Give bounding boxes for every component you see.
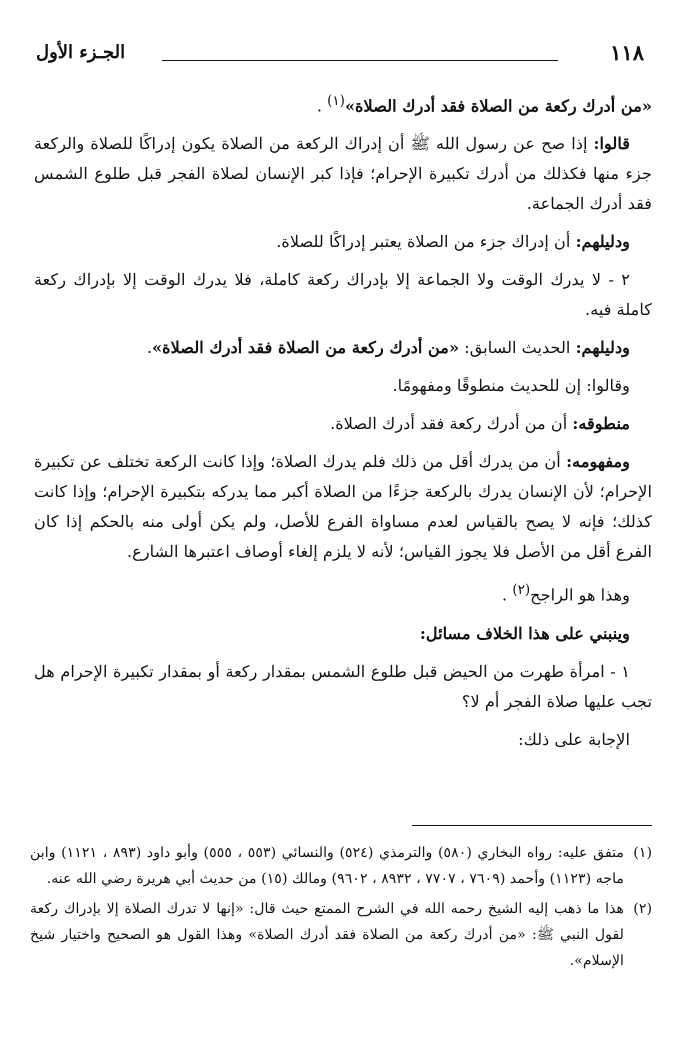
footnote-ref-1: (١) [327,93,345,109]
page-number: ١١٨ [610,40,644,65]
paragraph-answer-intro: الإجابة على ذلك: [518,729,630,749]
footnote [30,840,652,892]
lead-word: منطوقه: [572,414,630,434]
paragraph-qalu [34,129,652,219]
footnotes [30,840,652,974]
paragraph-text: إذا صح عن رسول الله ﷺ أن إدراك الركعة من الصلاة يكون إدراكًا للصلاة والركعة جزء منها فكذلك من أدرك تكبيرة الإحرام؛ فإذا كبر الإنسان لصلاة الفجر قبل طلوع الشمس فقد أدرك الجماعة. [34,134,652,214]
page-header [30,40,650,70]
paragraph-text: أن من يدرك أقل من ذلك فلم يدرك الصلاة؛ وإذا كانت الركعة تختلف عن تكبيرة الإحرام؛ لأن الإنسان يدرك بالركعة جزءًا من الصلاة أكبر مما يدركه بتكبيرة الإحرام؛ وإذا كانت كذلك؛ فإنه لا يصح بالقياس لعدم مساواة الفرع للأصل، ولم يكن أولى منه بالحكم إذا كان الفرع أقل من الأصل فلا يجوز القياس؛ لأنه لا يلزم إلغاء أوصاف اعتبرها الشارع. [34,452,652,562]
footnote-text: هذا ما ذهب إليه الشيخ رحمه الله في الشرح الممتع حيث قال: «إنها لا تدرك الصلاة إلا بإدراك ركعة لقول النبي ﷺ: «من أدرك ركعة من الصلاة فقد أدرك الصلاة» وهذا القول هو الصحيح واختيار شيخ الإسلام». [30,901,624,969]
paragraph-mantuq [34,409,652,439]
lead-word: قالوا: [593,134,630,154]
paragraph-text: الحديث السابق: [459,338,576,358]
running-title: الجـزء الأول [36,42,126,63]
hadith-quote: «من أدرك ركعة من الصلاة فقد أدرك الصلاة» [152,338,460,358]
paragraph-mantuq-mafhum: وقالوا: إن للحديث منطوقًا ومفهومًا. [392,376,630,396]
lead-word: ودليلهم: [575,338,630,358]
lead-word: ودليلهم: [575,232,630,252]
paragraph-text: أن إدراك جزء من الصلاة يعتبر إدراكًا للصلاة. [276,232,576,252]
paragraph-question: ١ - امرأة طهرت من الحيض قبل طلوع الشمس بمقدار ركعة أو بمقدار تكبيرة الإحرام هل تجب عليها صلاة الفجر أم لا؟ [34,661,652,711]
paragraph-end: . [502,585,513,605]
footnote [30,896,652,974]
paragraph-dalil-2 [34,333,652,363]
footnote-ref-2: (٢) [512,582,531,599]
paragraph-text: أن من أدرك ركعة فقد أدرك الصلاة. [330,414,573,434]
main-text [34,86,652,755]
footnote-number: (١) [633,845,652,861]
paragraph-text: وهذا هو الراجح [530,585,630,605]
paragraph-rajih [34,575,652,610]
paragraph-dalil-1 [34,227,652,257]
header-rule [162,60,558,61]
paragraph-end: . [146,338,153,358]
hadith-quote: «من أدرك ركعة من الصلاة فقد أدرك الصلاة» [344,96,652,116]
footnote-text: متفق عليه: رواه البخاري (٥٨٠) والترمذي (٥٢٤) والنسائي (٥٥٣ ، ٥٥٥) وأبو داود (٨٩٣ ، ١١٢١) وابن ماجه (١١٢٣) وأحمد (٧٦٠٩ ، ٧٧٠٧ ، ٨٩٣٢ ، ٩٦٠٢) ومالك (١٥) من حديث أبي هريرة رضي الله عنه. [30,845,624,887]
heading-text: وينبني على هذا الخلاف مسائل: [419,623,630,643]
paragraph-opinion-2: ٢ - لا يدرك الوقت ولا الجماعة إلا بإدراك ركعة كاملة، فلا يدرك الوقت إلا بإدراك ركعة كاملة فيه. [34,270,652,320]
footnote-number: (٢) [633,901,652,917]
paragraph-hadith [34,86,652,121]
paragraph-mafhum [34,447,652,567]
footnote-separator [412,825,652,826]
paragraph-end: . [316,96,328,116]
lead-word: ومفهومه: [566,452,630,472]
section-heading [34,619,652,649]
